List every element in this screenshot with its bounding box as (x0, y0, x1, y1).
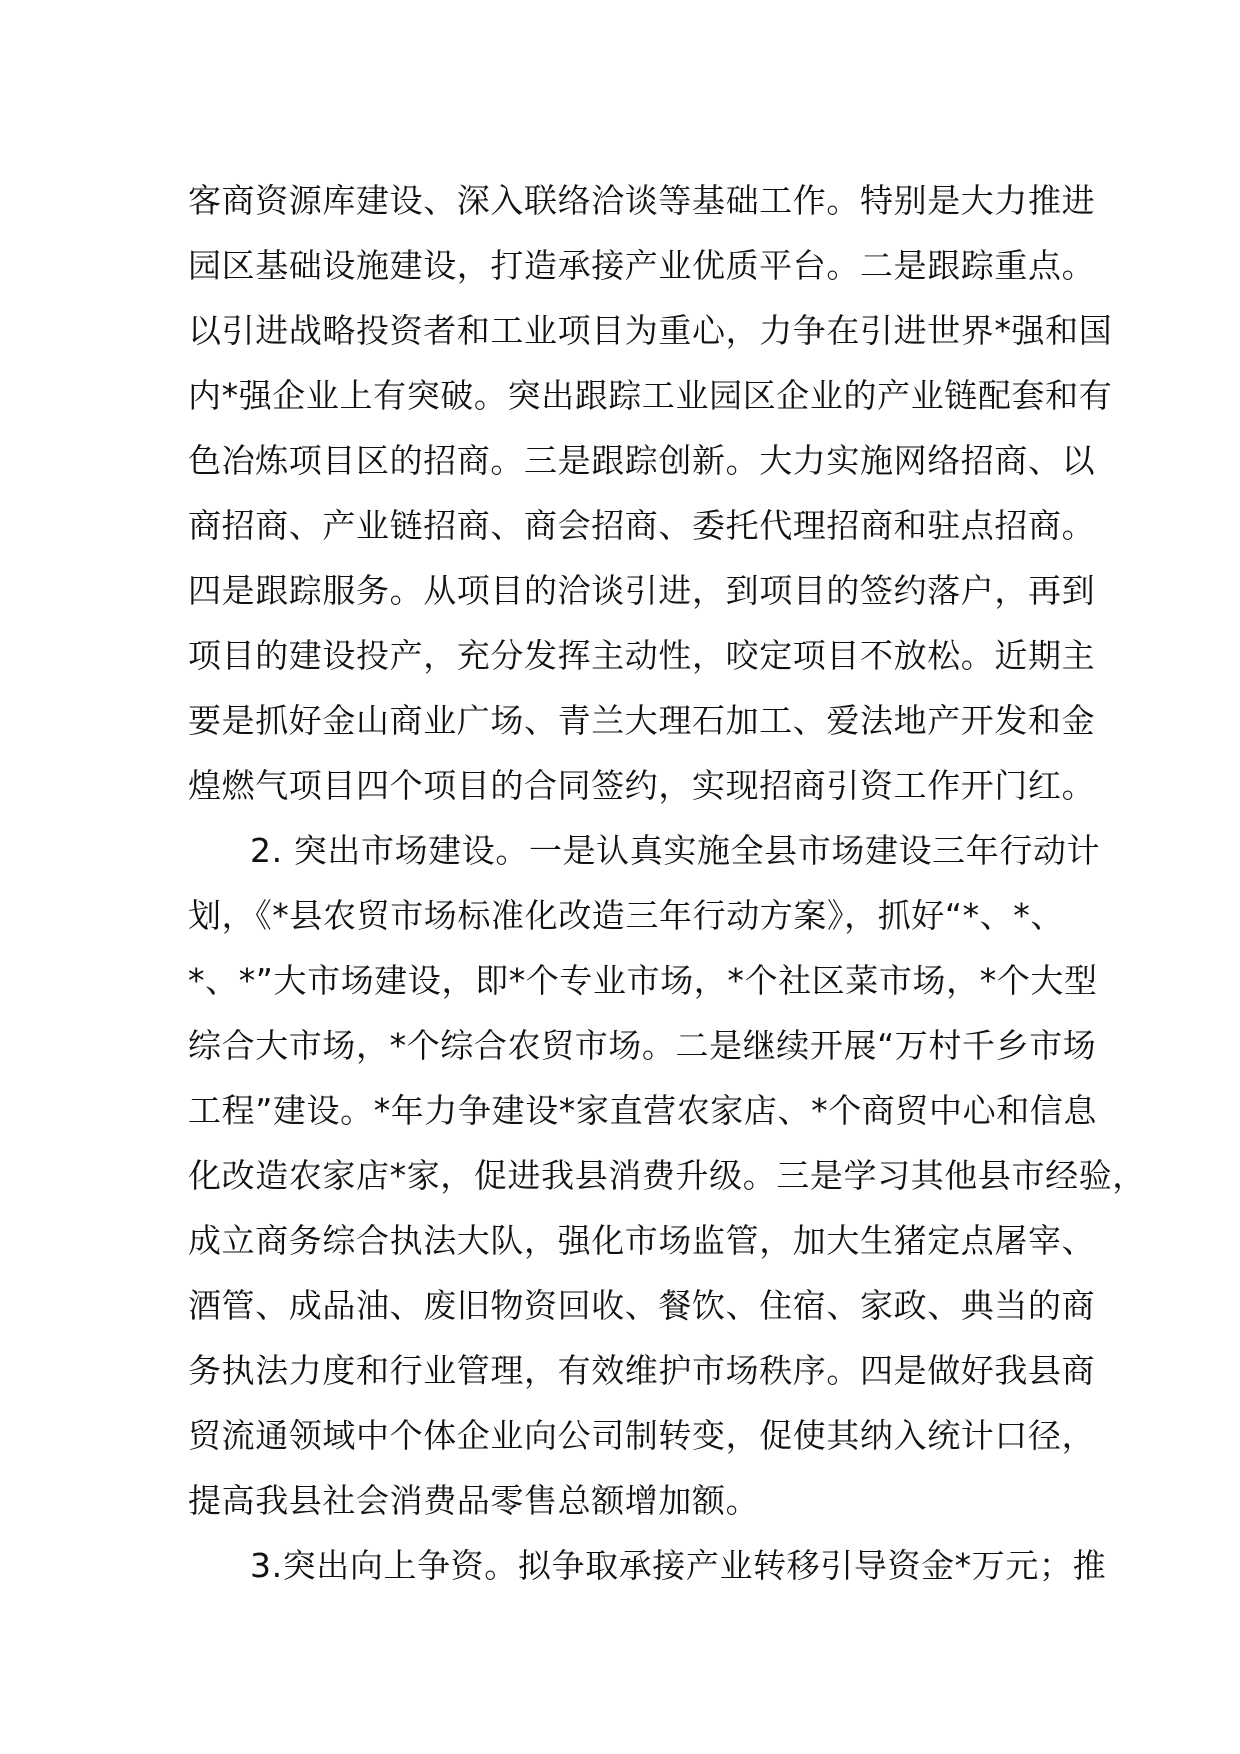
text-line: 酒管、成品油、废旧物资回收、餐饮、住宿、家政、典当的商 (188, 1286, 1096, 1325)
text-line: 提高我县社会消费品零售总额增加额。 (188, 1481, 760, 1520)
text-line: 园区基础设施建设，打造承接产业优质平台。二是跟踪重点。 (188, 246, 1096, 285)
text-line: 煌燃气项目四个项目的合同签约，实现招商引资工作开门红。 (188, 766, 1096, 805)
document-body (188, 168, 1146, 1598)
text-line: 工程”建设。*年力争建设*家直营农家店、*个商贸中心和信息 (188, 1091, 1097, 1130)
text-line: 划，《*县农贸市场标准化改造三年行动方案》，抓好“*、*、 (188, 896, 1064, 935)
text-line: 客商资源库建设、深入联络洽谈等基础工作。特别是大力推进 (188, 181, 1096, 220)
section-3-heading-line: 3.突出向上争资。拟争取承接产业转移引导资金*万元；推 (250, 1546, 1107, 1585)
text-line: 商招商、产业链招商、商会招商、委托代理招商和驻点招商。 (188, 506, 1096, 545)
text-line: *、*”大市场建设，即*个专业市场，*个社区菜市场，*个大型 (188, 961, 1098, 1000)
text-line: 色冶炼项目区的招商。三是跟踪创新。大力实施网络招商、以 (188, 441, 1096, 480)
text-line: 以引进战略投资者和工业项目为重心，力争在引进世界*强和国 (188, 311, 1113, 350)
text-line: 成立商务综合执法大队，强化市场监管，加大生猪定点屠宰、 (188, 1221, 1096, 1260)
text-line: 四是跟踪服务。从项目的洽谈引进，到项目的签约落户，再到 (188, 571, 1096, 610)
text-line: 项目的建设投产，充分发挥主动性，咬定项目不放松。近期主 (188, 636, 1096, 675)
text-line: 内*强企业上有突破。突出跟踪工业园区企业的产业链配套和有 (188, 376, 1113, 415)
text-line: 贸流通领域中个体企业向公司制转变，促使其纳入统计口径， (188, 1416, 1096, 1455)
section-2-heading-line: 2. 突出市场建设。一是认真实施全县市场建设三年行动计 (250, 831, 1101, 870)
text-line: 要是抓好金山商业广场、青兰大理石加工、爱法地产开发和金 (188, 701, 1096, 740)
text-line: 务执法力度和行业管理，有效维护市场秩序。四是做好我县商 (188, 1351, 1096, 1390)
text-line: 综合大市场，*个综合农贸市场。二是继续开展“万村千乡市场 (188, 1026, 1097, 1065)
text-line: 化改造农家店*家，促进我县消费升级。三是学习其他县市经验， (188, 1156, 1146, 1195)
